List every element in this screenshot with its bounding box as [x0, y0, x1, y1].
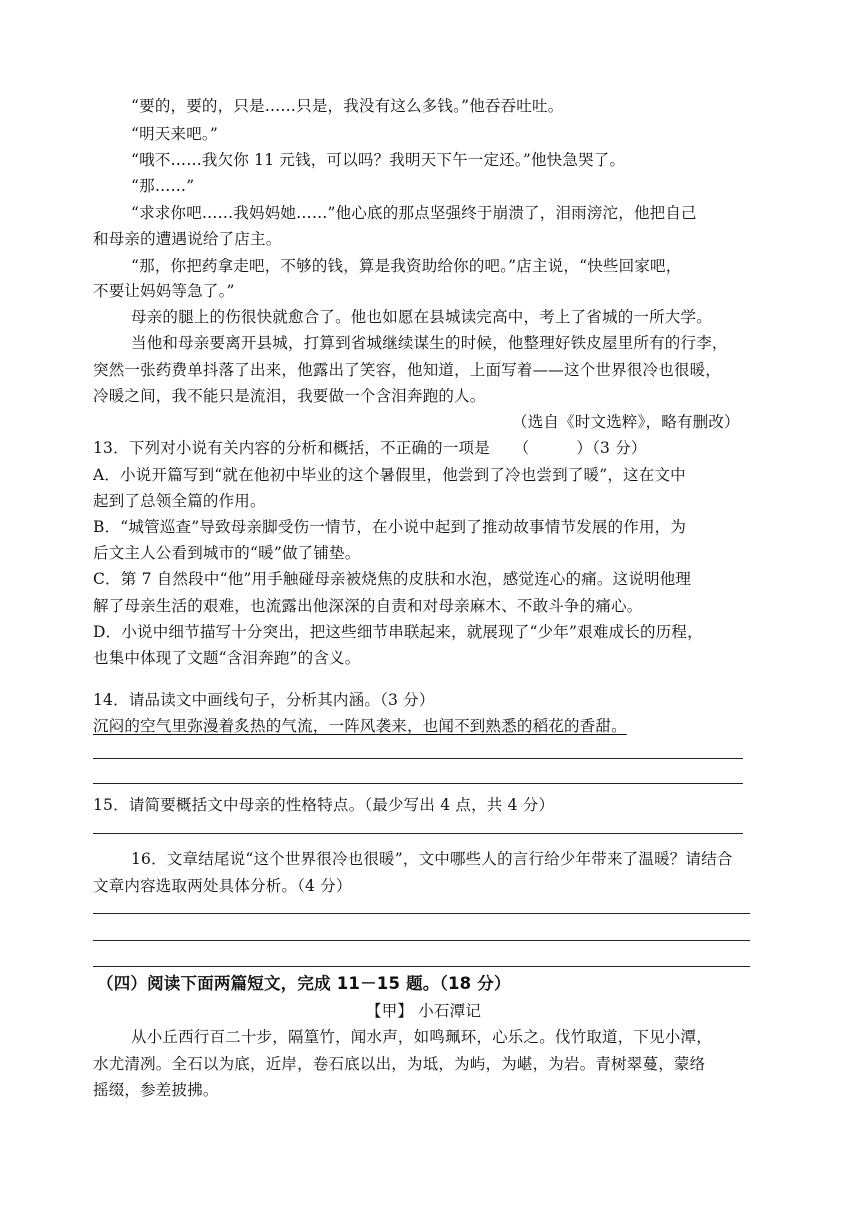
q13-option-d-line-1: D．小说中细节描写十分突出，把这些细节串联起来，就展现了“少年”艰难成长的历程， [93, 623, 703, 641]
q16-answer-line-2[interactable] [93, 940, 750, 941]
story-line-7: “那，你把药拿走吧，不够的钱，算是我资助给你的吧。”店主说，“快些回家吧， [131, 257, 682, 275]
q16-answer-line-1[interactable] [93, 913, 750, 914]
story-line-2: “明天来吧。” [131, 125, 218, 143]
q13-stem: 13．下列对小说有关内容的分析和概括，不正确的一项是 （ ）（3 分） [93, 439, 647, 457]
source-citation: （选自《时文选粹》，略有删改） [512, 413, 740, 431]
q16-answer-line-3[interactable] [93, 966, 750, 967]
section-4-subtitle: 【甲】 小石潭记 [366, 1002, 482, 1020]
q14-answer-line-2[interactable] [93, 783, 743, 784]
q15-stem: 15．请简要概括文中母亲的性格特点。（最少写出 4 点，共 4 分） [93, 796, 555, 814]
section-4-heading: （四）阅读下面两篇短文，完成 11－15 题。（18 分） [97, 974, 511, 993]
q13-option-a-line-1: A．小说开篇写到“就在他初中毕业的这个暑假里，他尝到了冷也尝到了暖”，这在文中 [93, 466, 686, 484]
q15-answer-line[interactable] [93, 833, 743, 834]
passage-line-2: 水尤清冽。全石以为底，近岸，卷石底以出，为坻，为屿，为嵁，为岩。青树翠蔓，蒙络 [93, 1055, 706, 1073]
q14-underlined-quote: 沉闷的空气里弥漫着炙热的气流，一阵风袭来，也闻不到熟悉的稻花的香甜。 [93, 717, 627, 735]
q16-stem-line-2: 文章内容选取两处具体分析。（4 分） [93, 877, 352, 895]
story-line-12: 冷暖之间，我不能只是流泪，我要做一个含泪奔跑的人。 [93, 387, 486, 405]
story-line-8: 不要让妈妈等急了。” [93, 282, 235, 300]
q13-option-a-line-2: 起到了总领全篇的作用。 [93, 492, 266, 510]
q13-option-b-line-2: 后文主人公看到城市的“暖”做了铺垫。 [93, 544, 361, 562]
story-line-5: “求求你吧……我妈妈她……”他心底的那点坚强终于崩溃了，泪雨滂沱，他把自己 [131, 204, 697, 222]
q14-stem: 14．请品读文中画线句子，分析其内涵。（3 分） [93, 691, 435, 709]
story-line-3: “哦不……我欠你 11 元钱，可以吗？我明天下午一定还。”他快急哭了。 [131, 151, 626, 169]
q13-option-c-line-2: 解了母亲生活的艰难，也流露出他深深的自责和对母亲麻木、不敢斗争的痛心。 [93, 597, 643, 615]
story-line-9: 母亲的腿上的伤很快就愈合了。他也如愿在县城读完高中，考上了省城的一所大学。 [131, 308, 712, 326]
story-line-4: “那……” [131, 177, 195, 195]
q16-stem-line-1: 16．文章结尾说“这个世界很冷也很暖”，文中哪些人的言行给少年带来了温暖？请结合 [131, 850, 733, 868]
q13-option-c-line-1: C．第 7 自然段中“他”用手触碰母亲被烧焦的皮肤和水泡，感觉连心的痛。这说明他理 [93, 570, 692, 588]
story-line-11: 突然一张药费单抖落了出来，他露出了笑容，他知道，上面写着——这个世界很冷也很暖， [93, 361, 722, 379]
passage-line-3: 摇缀，参差披拂。 [93, 1081, 219, 1099]
q13-option-b-line-1: B．“城管巡查”导致母亲脚受伤一情节，在小说中起到了推动故事情节发展的作用，为 [93, 518, 687, 536]
story-line-1: “要的，要的，只是……只是，我没有这么多钱。”他吞吞吐吐。 [131, 97, 564, 115]
story-line-6: 和母亲的遭遇说给了店主。 [93, 230, 282, 248]
q13-option-d-line-2: 也集中体现了文题“含泪奔跑”的含义。 [93, 649, 361, 667]
q14-answer-line-1[interactable] [93, 758, 743, 759]
story-line-10: 当他和母亲要离开县城，打算到省城继续谋生的时候，他整理好铁皮屋里所有的行李， [131, 334, 728, 352]
passage-line-1: 从小丘西行百二十步，隔篁竹，闻水声，如鸣珮环，心乐之。伐竹取道，下见小潭， [131, 1028, 712, 1046]
